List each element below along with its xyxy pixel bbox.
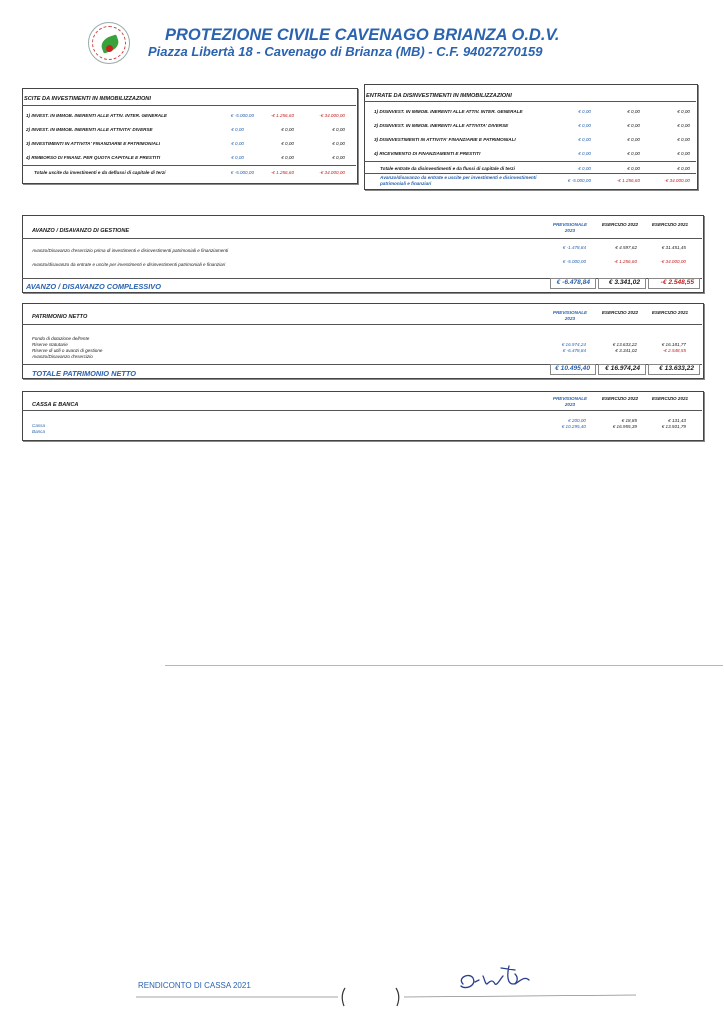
- page-subtitle: Piazza Libertà 18 - Cavenago di Brianza (MB) - C.F. 94027270159: [148, 44, 543, 59]
- value-2021: € 0,00: [332, 141, 345, 146]
- col-previsionale: PREVISIONALE 2023: [552, 310, 588, 321]
- row-label: 3) INVESTIMENTI IN ATTIVITA' FINANZIARIE E PATRIMONIALI: [26, 141, 161, 146]
- row-label: 1) INVEST. IN IMMOB. INERENTI ALLE ATTIV. INTER. GENERALE: [26, 113, 167, 118]
- cassa-heading: CASSA E BANCA: [32, 402, 79, 408]
- row-label: 2) INVEST. IN IMMOB. INERENTI ALLE ATTIVITA' DIVERSE: [26, 127, 153, 132]
- protezione-civile-logo: [88, 22, 130, 64]
- total-2021: -€ 34.000,00: [319, 170, 345, 175]
- row-label: 1) DISINVEST. IN IMMOB. INERENTI ALLE ATTIV. INTER. GENERALE: [374, 109, 523, 114]
- value-2021: € 0,00: [677, 109, 690, 114]
- footer-rule: [0, 960, 724, 1024]
- row-label: Avanzo/Disavanzo d'esercizio: [32, 354, 93, 359]
- value-2022: -€ 1.256,60: [270, 113, 294, 118]
- col-previsionale: PREVISIONALE 2023: [552, 396, 588, 407]
- divider: [165, 665, 723, 666]
- total-2021: -€ 2.548,55: [660, 279, 694, 286]
- total-2022: € 3.341,02: [608, 279, 640, 286]
- value-2023: € -1.478,84: [562, 245, 586, 250]
- value-2023: € 0,00: [231, 155, 244, 160]
- value-2021: € 0,00: [677, 151, 690, 156]
- total-2021: € 13.633,22: [659, 365, 694, 372]
- value-2021: -€ 2.548,55: [662, 348, 686, 353]
- col-previsionale: PREVISIONALE 2023: [552, 222, 588, 233]
- value-2022: € 16.955,39: [612, 424, 637, 429]
- total-2022: € 16.974,24: [605, 365, 640, 372]
- value-2022: € 0,00: [627, 109, 640, 114]
- row-label: 2) DISINVEST. IN IMMOB. INERENTI ALLE ATTIVITA' DIVERSE: [374, 123, 509, 128]
- value-2023: € -5.000,00: [562, 259, 586, 264]
- value-2021: € 13.501,79: [661, 424, 686, 429]
- col-esercizio-2022: ESERCIZIO 2022: [601, 310, 639, 315]
- total-2023: € -5.000,00: [230, 170, 254, 175]
- entrate-heading: ENTRATE DA DISINVESTIMENTI IN IMMOBILIZZAZIONI: [366, 93, 512, 99]
- value-2023: € 10.295,40: [561, 424, 586, 429]
- col-esercizio-2021: ESERCIZIO 2021: [651, 310, 689, 315]
- row-label: Avanzo/disavanzo da entrate e uscite per investimenti e disinvestimenti patrimoniali e finanziari: [32, 262, 226, 267]
- value-2023: € 0,00: [578, 137, 591, 142]
- value-2023: € 0,00: [578, 123, 591, 128]
- col-esercizio-2022: ESERCIZIO 2022: [601, 396, 639, 401]
- value-2021: € 0,00: [332, 127, 345, 132]
- value-2023: € 0,00: [231, 127, 244, 132]
- total-2023: € 10.495,40: [555, 365, 590, 372]
- total-label: Totale entrate da disinvestimenti e da flussi di capitale di terzi: [380, 166, 515, 171]
- total-2023: € 0,00: [578, 166, 591, 171]
- value-2021: -€ 34.000,00: [319, 113, 345, 118]
- avanzo-2023: € -5.000,00: [567, 178, 591, 183]
- value-2022: € 3.341,02: [615, 348, 637, 353]
- total-2022: € 0,00: [627, 166, 640, 171]
- avanzo-2022: -€ 1.256,60: [616, 178, 640, 183]
- value-2023: € 0,00: [578, 151, 591, 156]
- col-esercizio-2021: ESERCIZIO 2021: [651, 222, 689, 227]
- value-2023: € 200,00: [568, 418, 586, 423]
- total-2021: € 0,00: [677, 166, 690, 171]
- row-label: Avanzo/Disavanzo d'esercizio prima di investimenti e disinvestimenti patrimoniali e finanziamenti: [32, 248, 229, 253]
- row-label: Fondo di dotazione dell'ente: [32, 336, 90, 341]
- row-label: Cassa: [32, 423, 46, 428]
- value-2022: € 0,00: [627, 123, 640, 128]
- value-2022: € 4.597,62: [615, 245, 637, 250]
- total-label: TOTALE PATRIMONIO NETTO: [32, 369, 137, 378]
- value-2023: € -5.000,00: [230, 113, 254, 118]
- value-2022: € 0,00: [627, 137, 640, 142]
- patrimonio-heading: PATRIMONIO NETTO: [32, 314, 88, 320]
- value-2022: € 0,00: [281, 141, 294, 146]
- value-2021: -€ 34.000,00: [660, 259, 686, 264]
- value-2022: € 13.633,22: [612, 342, 637, 347]
- row-label: Banca: [32, 429, 46, 434]
- total-label: Totale uscite da investimenti e da deflussi di capitale di terzi: [34, 170, 166, 175]
- uscite-heading: SCITE DA INVESTIMENTI IN IMMOBILIZZAZIONI: [24, 96, 151, 102]
- value-2021: € 0,00: [677, 123, 690, 128]
- value-2022: -€ 1.256,60: [613, 259, 637, 264]
- row-label: 4) RIMBORSO DI FINANZ. PER QUOTA CAPITALE E PRESTITI: [26, 155, 161, 160]
- row-label: 4) RICEVIMENTO DI FINANZIAMENTI E PRESTITI: [374, 151, 481, 156]
- footer-label: RENDICONTO DI CASSA 2021: [138, 981, 251, 990]
- value-2021: € 131,43: [668, 418, 686, 423]
- col-esercizio-2022: ESERCIZIO 2022: [601, 222, 639, 227]
- avanzo-2021: -€ 34.000,00: [664, 178, 690, 183]
- value-2021: € 0,00: [677, 137, 690, 142]
- row-label: Riserve di utili o avanzi di gestione: [32, 348, 103, 353]
- total-2022: -€ 1.256,60: [270, 170, 294, 175]
- value-2022: € 0,00: [281, 155, 294, 160]
- value-2023: € 16.974,24: [561, 342, 586, 347]
- col-esercizio-2021: ESERCIZIO 2021: [651, 396, 689, 401]
- page-title: PROTEZIONE CIVILE CAVENAGO BRIANZA O.D.V.: [165, 26, 560, 44]
- avanzo-label: Avanzo/disavanzo da entrate e uscite per investimenti e disinvestimenti patrimoniali e finanziari: [380, 175, 537, 186]
- value-2021: € 0,00: [332, 155, 345, 160]
- row-label: 3) DISINVESTIMENTI IN ATTIVITA' FINANZIARIE E PATRIMONIALI: [374, 137, 516, 142]
- row-label: Riserve statutarie: [32, 342, 68, 347]
- total-label: AVANZO / DISAVANZO COMPLESSIVO: [26, 282, 161, 291]
- value-2022: € 18,85: [621, 418, 637, 423]
- handwritten-signature: [455, 962, 545, 996]
- value-2021: € 16.181,77: [661, 342, 686, 347]
- total-2023: € -6.478,84: [556, 279, 590, 286]
- value-2022: € 0,00: [281, 127, 294, 132]
- value-2022: € 0,00: [627, 151, 640, 156]
- gestione-heading: AVANZO / DISAVANZO DI GESTIONE: [32, 228, 130, 234]
- value-2021: € 31.451,45: [661, 245, 686, 250]
- value-2023: € -6.478,84: [562, 348, 586, 353]
- value-2023: € 0,00: [578, 109, 591, 114]
- value-2023: € 0,00: [231, 141, 244, 146]
